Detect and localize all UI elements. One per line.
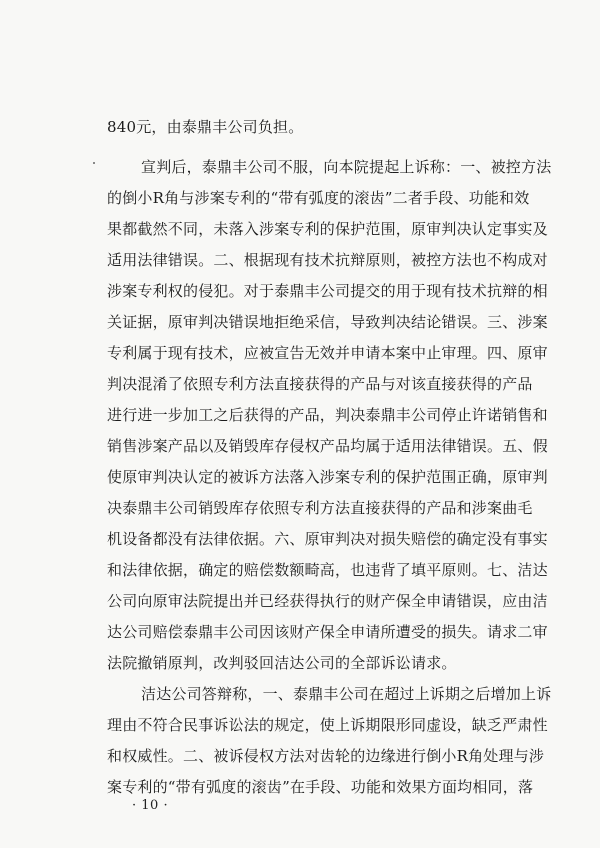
text-line: 决泰鼎丰公司销毁库存依照专利方法直接获得的产品和涉案曲毛 xyxy=(107,499,533,517)
text-line: 公司向原审法院提出并已经获得执行的财产保全申请错误，应由洁 xyxy=(107,592,548,610)
text-line: 进行进一步加工之后获得的产品，判决泰鼎丰公司停止许诺销售和 xyxy=(107,406,548,424)
text-line: 专利属于现有技术，应被宣告无效并申请本案中止审理。四、原审 xyxy=(107,344,548,362)
text-line: 果都截然不同，未落入涉案专利的保护范围，原审判决认定事实及 xyxy=(107,220,548,238)
text-line: 和法律依据，确定的赔偿数额畸高，也违背了填平原则。七、洁达 xyxy=(107,561,548,579)
body-text xyxy=(107,112,552,803)
text-line: 840元，由泰鼎丰公司负担。 xyxy=(107,118,304,136)
text-line: 理由不符合民事诉讼法的规定，使上诉期限形同虚设，缺乏严肃性 xyxy=(107,716,548,734)
text-line: 适用法律错误。二、根据现有技术抗辩原则，被控方法也不构成对 xyxy=(107,251,548,269)
text-line: 使原审判决认定的被诉方法落入涉案专利的保护范围正确，原审判 xyxy=(107,468,548,486)
text-line: 判决混淆了依照专利方法直接获得的产品与对该直接获得的产品 xyxy=(107,375,533,393)
text-line: 和权威性。二、被诉侵权方法对齿轮的边缘进行倒小R角处理与涉 xyxy=(107,747,545,765)
scan-speck xyxy=(93,162,95,164)
text-line: 涉案专利权的侵犯。对于泰鼎丰公司提交的用于现有技术抗辩的相 xyxy=(107,282,548,300)
text-line: 洁达公司答辩称，一、泰鼎丰公司在超过上诉期之后增加上诉 xyxy=(141,685,552,703)
text-line: 法院撤销原判，改判驳回洁达公司的全部诉讼请求。 xyxy=(107,654,457,672)
text-line: 关证据，原审判决错误地拒绝采信，导致判决结论错误。三、涉案 xyxy=(107,313,548,331)
text-line: 销售涉案产品以及销毁库存侵权产品均属于适用法律错误。五、假 xyxy=(107,437,548,455)
paragraph-gap xyxy=(107,143,500,152)
text-line: 案专利的“带有弧度的滚齿”在手段、功能和效果方面均相同，落 xyxy=(107,778,534,796)
text-line: 宣判后，泰鼎丰公司不服，向本院提起上诉称：一、被控方法 xyxy=(141,158,552,176)
text-line: 的倒小R角与涉案专利的“带有弧度的滚齿”二者手段、功能和效 xyxy=(107,189,530,207)
text-line: 达公司赔偿泰鼎丰公司因该财产保全申请所遭受的损失。请求二审 xyxy=(107,623,548,641)
text-line: 机设备都没有法律依据。六、原审判决对损失赔偿的确定没有事实 xyxy=(107,530,548,548)
page-number: · 10 · xyxy=(132,798,169,813)
